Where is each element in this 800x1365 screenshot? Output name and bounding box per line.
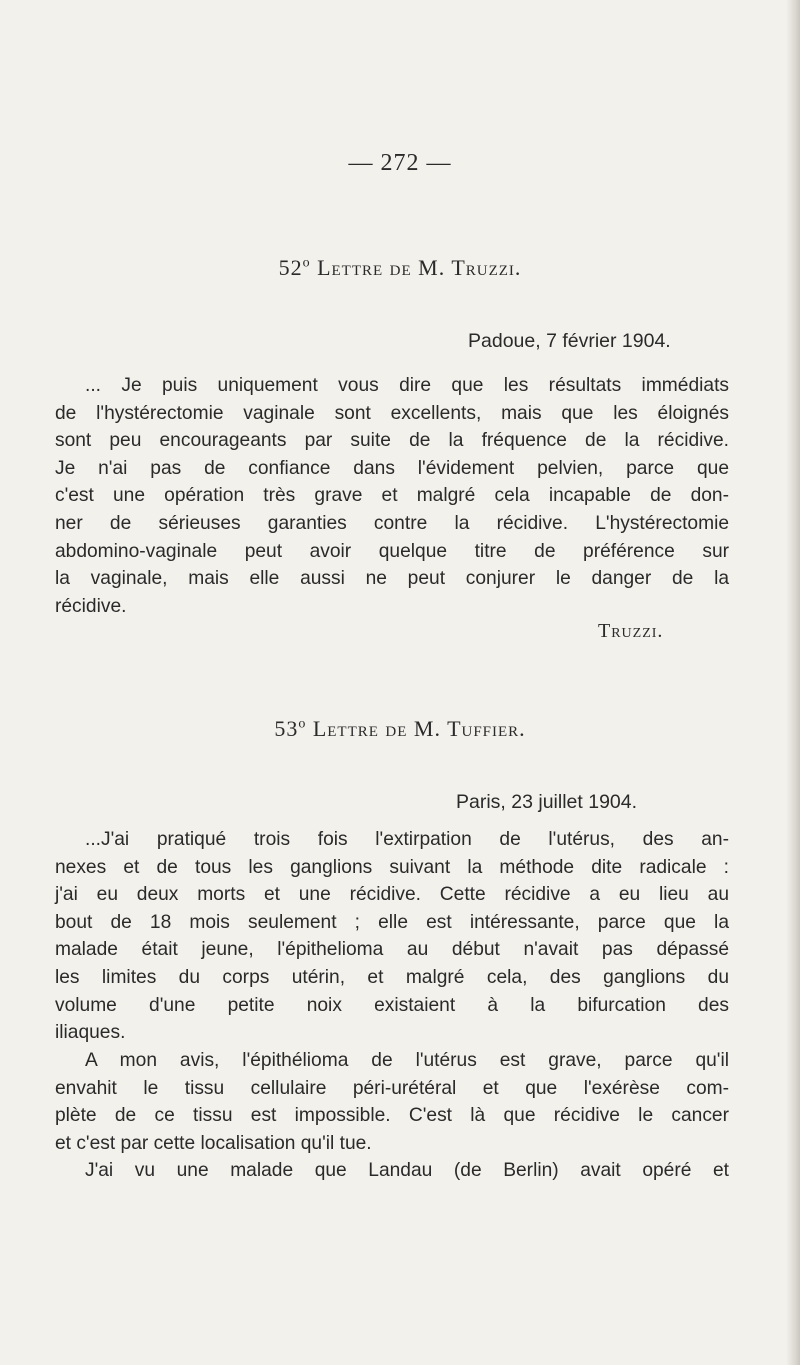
letter-52-body: [55, 372, 729, 620]
text-line: ner de sérieuses garanties contre la récidive. L'hystérectomie: [55, 512, 729, 534]
letter-52-heading: [0, 255, 800, 281]
letter-52-number-sup: o: [302, 255, 311, 271]
letter-52-number: 52: [278, 255, 303, 280]
text-line: récidive.: [55, 595, 127, 617]
text-line: Je n'ai pas de confiance dans l'évidement pelvien, parce que: [55, 457, 729, 479]
text-line: J'ai vu une malade que Landau (de Berlin) avait opéré et: [85, 1160, 729, 1181]
text-line: ... Je puis uniquement vous dire que les résultats immédiats: [85, 375, 729, 396]
text-line: abdomino-vaginale peut avoir quelque titre de préférence sur: [55, 540, 729, 562]
text-line: et c'est par cette localisation qu'il tue.: [55, 1132, 372, 1154]
text-line: sont peu encourageants par suite de la fréquence de la récidive.: [55, 430, 729, 452]
text-line: A mon avis, l'épithélioma de l'utérus est grave, parce qu'il: [85, 1050, 729, 1071]
letter-52-dateline: Padoue, 7 février 1904.: [468, 330, 671, 352]
letter-52-title: Lettre de M. Truzzi.: [310, 255, 522, 280]
text-line: volume d'une petite noix existaient à la bifurcation des: [55, 994, 729, 1016]
letter-53-number: 53: [274, 716, 299, 741]
text-line: envahit le tissu cellulaire péri-urétéral et que l'exérèse com-: [55, 1077, 729, 1099]
page-edge-shadow: [786, 0, 800, 1365]
text-line: bout de 18 mois seulement ; elle est intéressante, parce que la: [55, 911, 729, 933]
letter-53-dateline: Paris, 23 juillet 1904.: [456, 791, 638, 813]
letter-53-title: Lettre de M. Tuffier.: [306, 716, 526, 741]
letter-53-paragraph-2: [55, 1047, 729, 1157]
text-line: la vaginale, mais elle aussi ne peut conjurer le danger de la: [55, 568, 729, 590]
letter-52-signature: Truzzi.: [598, 620, 664, 642]
text-line: iliaques.: [55, 1022, 126, 1044]
letter-53-paragraph-1: [55, 826, 729, 1047]
letter-53-heading: [0, 716, 800, 742]
text-line: plète de ce tissu est impossible. C'est là que récidive le cancer: [55, 1105, 729, 1127]
page-number: — 272 —: [348, 150, 452, 176]
text-line: les limites du corps utérin, et malgré cela, des ganglions du: [55, 966, 729, 988]
text-line: ...J'ai pratiqué trois fois l'extirpation de l'utérus, des an-: [85, 829, 729, 850]
text-line: c'est une opération très grave et malgré cela incapable de don-: [55, 485, 729, 507]
text-line: malade était jeune, l'épithelioma au début n'avait pas dépassé: [55, 939, 729, 961]
letter-53-paragraph-3: [55, 1157, 729, 1185]
text-line: nexes et de tous les ganglions suivant la méthode dite radicale :: [55, 856, 729, 878]
text-line: de l'hystérectomie vaginale sont excellents, mais que les éloignés: [55, 402, 729, 424]
letter-53-number-sup: o: [298, 716, 307, 732]
text-line: j'ai eu deux morts et une récidive. Cette récidive a eu lieu au: [55, 884, 729, 906]
